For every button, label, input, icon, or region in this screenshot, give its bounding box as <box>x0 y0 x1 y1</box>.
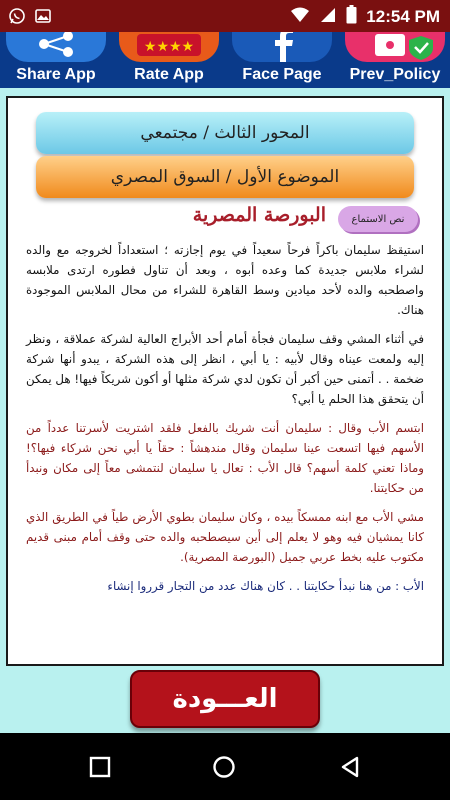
image-icon <box>34 7 52 25</box>
rate-app-label: Rate App <box>134 66 204 83</box>
system-nav-bar <box>0 733 450 800</box>
wifi-icon <box>290 6 310 28</box>
face-page-label: Face Page <box>242 66 322 83</box>
rate-app-button[interactable] <box>113 32 225 88</box>
face-page-button[interactable] <box>226 32 338 88</box>
svg-text:★★★★: ★★★★ <box>143 39 195 55</box>
privacy-policy-button[interactable] <box>339 32 450 88</box>
axis-heading: المحور الثالث / مجتمعي <box>36 112 414 154</box>
privacy-policy-label: Prev_Policy <box>349 66 441 83</box>
topic-heading: الموضوع الأول / السوق المصري <box>36 156 414 198</box>
facebook-icon <box>232 32 332 62</box>
paragraph: الأب : من هنا نبدأ حكايتنا . . كان هناك عدد من التجار قرروا إنشاء <box>107 579 424 593</box>
paragraph: في أثناء المشي وقف سليمان فجأة أمام أحد الأبراج العالية لشركة عملاقة ، ونظر إليه ولمعت عيناه وقال لأبيه : يا أبي ، انظر إلى هذه الشركة ، يبدو أنها شركة ضخمة . . أتمنى حين أكبر أن تكون لدي شركة مثلها أو أكون شريكاً فيها! هل يمكن أن يتحقق هذا الحلم يا أبي؟ <box>26 332 424 406</box>
lesson-page[interactable] <box>6 96 444 666</box>
paragraph: ابتسم الأب وقال : سليمان أنت شريك بالفعل فلقد اشتريت لأسرتنا عدداً من الأسهم فيها اتسعت عينا سليمان وقال مندهشاً : حقاً يا أبي نحن شركاء فيها؟! وماذا تعني كلمة أسهم؟ قال الأب : تعال يا سليمان لنتمشى معاً إلى مكان ونبدأ من حكايتنا. <box>26 421 424 495</box>
whatsapp-icon <box>8 7 26 25</box>
notification-icons <box>8 7 52 25</box>
lesson-title: البورصة المصرية <box>192 204 326 226</box>
paragraph: استيقظ سليمان باكراً فرحاً سعيداً في يوم إجازته ؛ استعداداً لخروجه مع والده لشراء ملابس جديدة كما وعده أبوه ، وبعد أن تناول فطوره ارتدى ملابسه واصطحبه والده لأحد ميادين وسط القاهرة للشراء من محال الملابس الموجودة هناك. <box>26 243 424 317</box>
content-area <box>0 88 450 733</box>
share-icon <box>6 32 106 62</box>
share-app-button[interactable] <box>0 32 112 88</box>
status-time: 12:54 PM <box>366 6 440 26</box>
paragraph: مشي الأب مع ابنه ممسكاً بيده ، وكان سليمان بطوي الأرض طياً في الطريق الذي كانا يمشيان فيه وهو لا يعلم إلى أين سيصطحبه والده حتى وقف أمام مبنى قديم مكتوب عليه بخط عربي جميل (البورصة المصرية). <box>26 510 424 564</box>
rate-icon <box>119 32 219 62</box>
share-app-label: Share App <box>16 66 96 83</box>
app-toolbar <box>0 32 450 88</box>
signal-icon <box>319 6 337 28</box>
status-bar <box>0 0 450 32</box>
listening-text-badge: نص الاستماع <box>338 206 418 232</box>
battery-icon <box>346 5 357 28</box>
back-button[interactable]: العـــودة <box>130 670 320 728</box>
lesson-text <box>26 240 424 605</box>
policy-icon <box>345 32 445 62</box>
title-row <box>8 204 442 234</box>
back-triangle-icon[interactable] <box>88 755 112 779</box>
recent-square-icon[interactable] <box>339 755 363 779</box>
home-circle-icon[interactable] <box>212 755 236 779</box>
